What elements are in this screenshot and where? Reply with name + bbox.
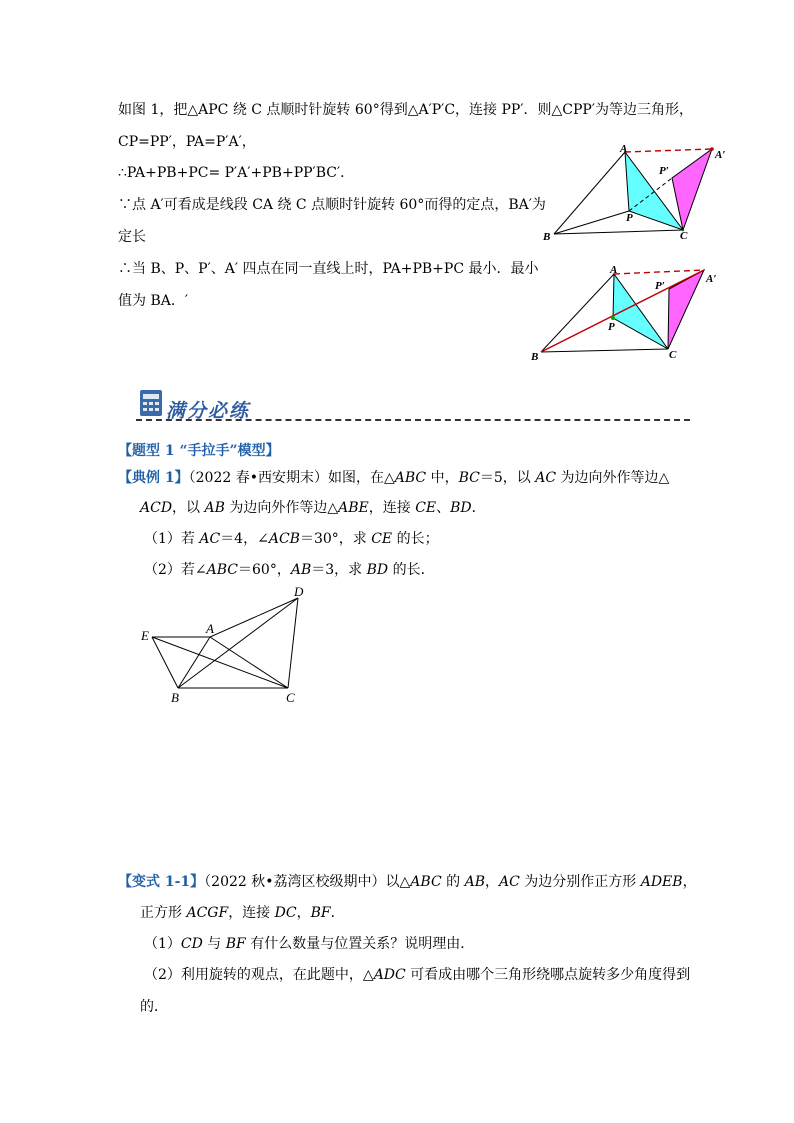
- type1-heading: 【题型 1 “手拉手”模型】: [118, 443, 280, 459]
- variant1-line-2: 正方形 ACGF，连接 DC，BF．: [140, 905, 345, 921]
- fig3-line-ec: [152, 637, 288, 688]
- fig2-label-p: P: [608, 321, 615, 333]
- section-banner: [136, 390, 690, 424]
- fig1-line-bc: [554, 230, 683, 234]
- figure-2: [528, 262, 748, 367]
- variant1-question-1: （1）CD 与 BF 有什么数量与位置关系？说明理由．: [144, 936, 475, 952]
- intro-line-5: 定长: [118, 229, 146, 245]
- fig1-point-a2: [710, 147, 714, 151]
- fig1-line-ab: [554, 152, 625, 234]
- fig3-line-dc: [288, 598, 298, 688]
- fig1-label-c: C: [680, 230, 688, 242]
- fig2-label-a: A: [610, 264, 618, 276]
- fig2-label-a2: A′: [706, 273, 717, 285]
- fig3-line-eb: [152, 637, 178, 688]
- fig1-label-a2: A′: [715, 149, 726, 161]
- fig2-label-c: C: [669, 349, 677, 361]
- fig2-line-ab: [541, 274, 614, 352]
- fig1-label-a: A: [620, 143, 628, 155]
- intro-line-7: 值为 BA．′: [118, 293, 189, 309]
- calculator-icon: [140, 390, 162, 416]
- fig2-label-b: B: [531, 351, 539, 363]
- fig1-label-p2: P′: [659, 165, 669, 177]
- variant1-question-2: （2）利用旋转的观点，在此题中，△ADC 可看成由哪个三角形绕哪点旋转多少角度得到: [144, 967, 691, 983]
- fig3-line-ab: [178, 637, 210, 688]
- fig3-label-e: E: [141, 628, 149, 643]
- fig3-line-ac: [210, 637, 288, 688]
- fig1-line-bp: [554, 211, 629, 234]
- section-banner-title: 满分必练: [166, 400, 251, 422]
- intro-line-2: CP=PP′，PA=P′A′，: [118, 134, 256, 150]
- intro-line-6: ∴当 B、P、P′、A′ 四点在同一直线上时，PA+PB+PC 最小．最小: [118, 261, 539, 277]
- section-banner-underline: [136, 419, 690, 421]
- intro-line-3: ∴PA+PB+PC= P′A′+PB+PP′BC′．: [118, 165, 355, 181]
- fig1-label-b: B: [543, 231, 551, 243]
- fig3-label-a: A: [206, 621, 214, 636]
- example1-question-1: （1）若 AC＝4，∠ACB＝30°，求 CE 的长；: [144, 531, 439, 547]
- fig1-label-p: P: [626, 212, 633, 224]
- example1-question-2: （2）若∠ABC＝60°，AB＝3，求 BD 的长．: [144, 562, 435, 578]
- figure-1: [535, 140, 755, 250]
- fig3-line-bd: [178, 598, 298, 688]
- example1-line-2: ACD，以 AB 为边向外作等边△ABE，连接 CE、BD．: [140, 500, 486, 516]
- variant1-question-2-end: 的．: [140, 999, 168, 1015]
- fig2-label-p2: P′: [655, 280, 665, 292]
- intro-line-4: ∵点 A′可看成是线段 CA 绕 C 点顺时针旋转 60°而得的定点，BA′为: [118, 197, 546, 213]
- fig2-line-aa2: [614, 270, 704, 274]
- fig3-label-c: C: [286, 690, 295, 705]
- intro-line-1: 如图 1，把△APC 绕 C 点顺时针旋转 60°得到△A′P′C，连接 PP′．则△CPP′为等边三角形，: [118, 102, 694, 118]
- fig3-label-d: D: [294, 584, 304, 599]
- example1-line-1: 【典例 1】（2022 春•西安期末）如图，在△ABC 中，BC＝5，以 AC 为边向外作等边△: [118, 470, 670, 486]
- fig1-magenta-triangle: [672, 149, 712, 230]
- fig3-label-b: B: [171, 690, 179, 705]
- figure-3: [138, 586, 318, 711]
- fig2-point-p: [611, 316, 615, 320]
- fig2-line-bc: [541, 349, 668, 352]
- fig2-magenta-triangle: [668, 270, 704, 349]
- variant1-line-1: 【变式 1-1】（2022 秋•荔湾区校级期中）以△ABC 的 AB，AC 为边分别作正方形 ADEB，: [118, 874, 697, 890]
- fig1-line-aa2: [625, 149, 712, 152]
